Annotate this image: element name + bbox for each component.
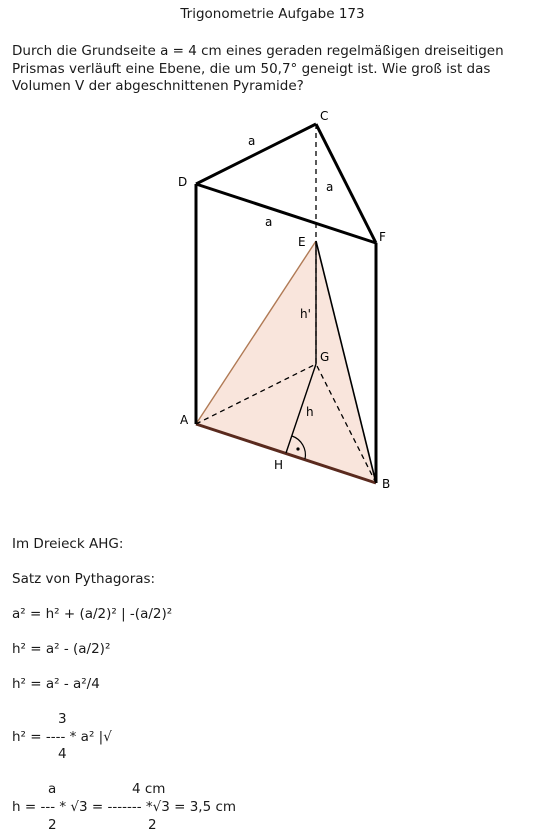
eq5-numerator-2: 4 cm bbox=[132, 781, 166, 797]
edge-DF bbox=[196, 184, 376, 243]
label-G: G bbox=[320, 350, 330, 364]
equation-2: h² = a² - (a/2)² bbox=[12, 641, 111, 657]
eq4-numerator: 3 bbox=[58, 711, 67, 727]
equation-3: h² = a² - a²/4 bbox=[12, 676, 100, 692]
triangle-heading: Im Dreieck AHG: bbox=[12, 536, 124, 552]
label-D: D bbox=[178, 175, 188, 189]
eq5-denominator-1: 2 bbox=[48, 817, 57, 833]
label-a-mid: a bbox=[265, 215, 273, 229]
label-h: h bbox=[306, 405, 314, 419]
eq4-denominator: 4 bbox=[58, 746, 67, 762]
pyramid-face bbox=[196, 241, 376, 483]
label-E: E bbox=[298, 235, 306, 249]
label-A: A bbox=[180, 413, 189, 427]
label-H: H bbox=[274, 458, 284, 472]
problem-line-3: Volumen V der abgeschnittenen Pyramide? bbox=[12, 78, 304, 94]
equation-1: a² = h² + (a/2)² | -(a/2)² bbox=[12, 606, 173, 622]
right-angle-dot bbox=[296, 447, 299, 450]
label-F: F bbox=[379, 230, 386, 244]
theorem-heading: Satz von Pythagoras: bbox=[12, 571, 156, 587]
label-C: C bbox=[320, 109, 329, 123]
label-B: B bbox=[382, 477, 391, 491]
equation-5: h = --- * √3 = ------- *√3 = 3,5 cm bbox=[12, 799, 237, 815]
label-h-prime: h' bbox=[300, 307, 311, 321]
page-title: Trigonometrie Aufgabe 173 bbox=[180, 6, 365, 22]
problem-line-1: Durch die Grundseite a = 4 cm eines geraden regelmäßigen dreiseitigen bbox=[12, 43, 504, 59]
eq5-denominator-2: 2 bbox=[148, 817, 157, 833]
label-a-right: a bbox=[326, 180, 334, 194]
label-a-top: a bbox=[248, 134, 256, 148]
eq5-numerator-1: a bbox=[48, 781, 57, 797]
edge-DC bbox=[196, 124, 316, 184]
problem-line-2: Prismas verläuft eine Ebene, die um 50,7° geneigt ist. Wie groß ist das bbox=[12, 61, 491, 77]
equation-4: h² = ---- * a² |√ bbox=[12, 729, 112, 745]
